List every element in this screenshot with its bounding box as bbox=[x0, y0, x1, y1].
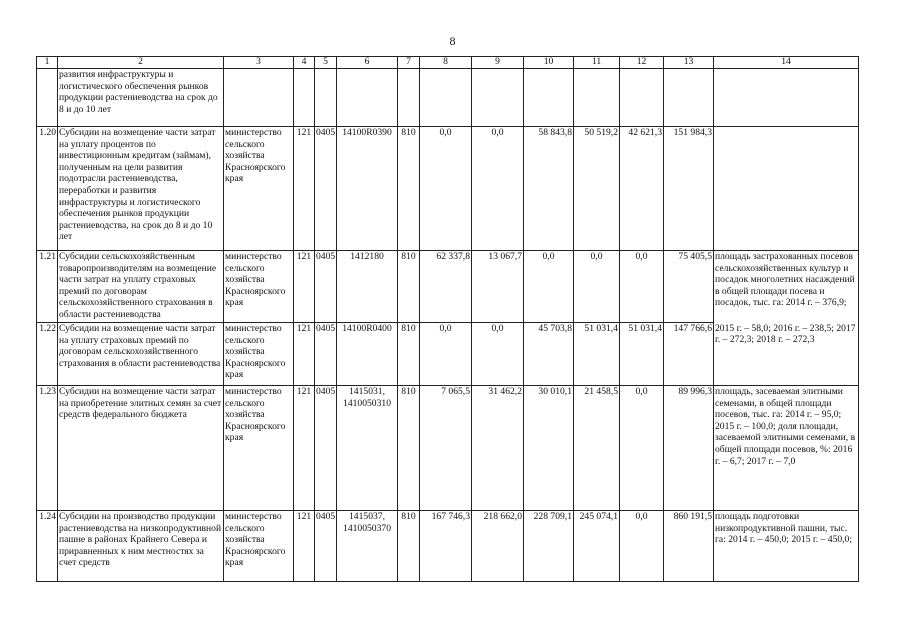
value-col13: 89 996,3 bbox=[664, 386, 714, 511]
grbs-code: 121 bbox=[294, 323, 315, 386]
executor: министерство сельского хозяйства Красноярского края bbox=[224, 251, 294, 323]
measure-name: Субсидии на возмещение части затрат на приобретение элитных семян за счет средств федерального бюджета bbox=[58, 386, 224, 511]
header-cell: 1 bbox=[37, 57, 58, 69]
header-cell: 4 bbox=[294, 57, 315, 69]
header-cell: 14 bbox=[714, 57, 859, 69]
row-number: 1.23 bbox=[37, 386, 58, 511]
value-col11: 51 031,4 bbox=[574, 323, 620, 386]
value-col11: 50 519,2 bbox=[574, 127, 620, 251]
row-number: 1.22 bbox=[37, 323, 58, 386]
measure-name: Субсидии на производство продукции растениеводства на низкопродуктивной пашне в районах Крайнего Севера и приравненных к ним местностях за счет средств bbox=[58, 511, 224, 582]
row-number: 1.20 bbox=[37, 127, 58, 251]
csr-code: 1415031, 1410050310 bbox=[337, 386, 398, 511]
value-col13: 151 984,3 bbox=[664, 127, 714, 251]
measure-name: развития инфраструктуры и логистического обеспечения рынков продукции растениеводства на срок до 8 и до 10 лет bbox=[58, 69, 224, 127]
row-number bbox=[37, 69, 58, 127]
vr-code: 810 bbox=[398, 386, 420, 511]
vr-code: 810 bbox=[398, 323, 420, 386]
indicator: площадь застрахованных посевов сельскохозяйственных культур и посадок многолетних насаждений в общей площади посева и посадок, тыс. га: 2014 г. – 376,9; bbox=[714, 251, 859, 323]
header-cell: 13 bbox=[664, 57, 714, 69]
value-col8: 0,0 bbox=[420, 323, 472, 386]
header-cell: 2 bbox=[58, 57, 224, 69]
value-col8: 62 337,8 bbox=[420, 251, 472, 323]
vr-code bbox=[398, 69, 420, 127]
row-number: 1.21 bbox=[37, 251, 58, 323]
grbs-code bbox=[294, 69, 315, 127]
header-cell: 5 bbox=[315, 57, 337, 69]
indicator: площадь, засеваемая элитными семенами, в общей площади посевов, тыс. га: 2014 г. – 95,0; 2015 г. – 100,0; доля площади, засеваемой элитными семенами, в общей площади посевов, %: 2016 г. – 6,7; 2017 г. – 7,0 bbox=[714, 386, 859, 511]
rzpr-code: 0405 bbox=[315, 386, 337, 511]
indicator bbox=[714, 69, 859, 127]
budget-table bbox=[36, 56, 859, 582]
value-col9: 0,0 bbox=[472, 127, 524, 251]
csr-code: 1415037, 1410050370 bbox=[337, 511, 398, 582]
indicator bbox=[714, 127, 859, 251]
executor: министерство сельского хозяйства Красноярского края bbox=[224, 386, 294, 511]
value-col11: 245 074,1 bbox=[574, 511, 620, 582]
csr-code: 14100R0400 bbox=[337, 323, 398, 386]
rzpr-code: 0405 bbox=[315, 127, 337, 251]
measure-name: Субсидии на возмещение части затрат на уплату процентов по инвестиционным кредитам (займам), полученным на цели развития подотрасли растениеводства, переработки и развития инфраструктуры и логистического обеспечения рынков продукции растениеводства, на срок до 8 и до 10 лет bbox=[58, 127, 224, 251]
indicator: площадь подготовки низкопродуктивной пашни, тыс. га: 2014 г. – 450,0; 2015 г. – 450,0; bbox=[714, 511, 859, 582]
vr-code: 810 bbox=[398, 511, 420, 582]
rzpr-code bbox=[315, 69, 337, 127]
table-row bbox=[37, 386, 859, 511]
value-col12: 0,0 bbox=[620, 386, 664, 511]
value-col9: 218 662,0 bbox=[472, 511, 524, 582]
grbs-code: 121 bbox=[294, 386, 315, 511]
csr-code: 14100R0390 bbox=[337, 127, 398, 251]
value-col10: 0,0 bbox=[524, 251, 574, 323]
value-col13: 75 405,5 bbox=[664, 251, 714, 323]
table-row bbox=[37, 69, 859, 127]
rzpr-code: 0405 bbox=[315, 323, 337, 386]
value-col12: 0,0 bbox=[620, 511, 664, 582]
grbs-code: 121 bbox=[294, 251, 315, 323]
grbs-code: 121 bbox=[294, 127, 315, 251]
value-col13: 860 191,5 bbox=[664, 511, 714, 582]
header-cell: 6 bbox=[337, 57, 398, 69]
table-row bbox=[37, 251, 859, 323]
indicator: 2015 г. – 58,0; 2016 г. – 238,5; 2017 г. – 272,3; 2018 г. – 272,3 bbox=[714, 323, 859, 386]
value-col9: 13 067,7 bbox=[472, 251, 524, 323]
value-col11: 21 458,5 bbox=[574, 386, 620, 511]
header-cell: 11 bbox=[574, 57, 620, 69]
value-col13: 147 766,6 bbox=[664, 323, 714, 386]
value-col10 bbox=[524, 69, 574, 127]
rzpr-code: 0405 bbox=[315, 251, 337, 323]
value-col10: 45 703,8 bbox=[524, 323, 574, 386]
header-cell: 8 bbox=[420, 57, 472, 69]
executor: министерство сельского хозяйства Красноярского края bbox=[224, 511, 294, 582]
value-col11: 0,0 bbox=[574, 251, 620, 323]
row-number: 1.24 bbox=[37, 511, 58, 582]
header-cell: 12 bbox=[620, 57, 664, 69]
executor: министерство сельского хозяйства Красноярского края bbox=[224, 323, 294, 386]
page-number: 8 bbox=[449, 34, 456, 48]
header-cell: 9 bbox=[472, 57, 524, 69]
value-col12: 42 621,3 bbox=[620, 127, 664, 251]
value-col10: 30 010,1 bbox=[524, 386, 574, 511]
value-col10: 58 843,8 bbox=[524, 127, 574, 251]
measure-name: Субсидии на возмещение части затрат на уплату страховых премий по договорам сельскохозяйственного страхования в области растениеводства bbox=[58, 323, 224, 386]
header-cell: 10 bbox=[524, 57, 574, 69]
executor: министерство сельского хозяйства Красноярского края bbox=[224, 127, 294, 251]
table-row bbox=[37, 511, 859, 582]
value-col8: 7 065,5 bbox=[420, 386, 472, 511]
rzpr-code: 0405 bbox=[315, 511, 337, 582]
value-col12: 51 031,4 bbox=[620, 323, 664, 386]
value-col12 bbox=[620, 69, 664, 127]
table-row bbox=[37, 127, 859, 251]
header-cell: 7 bbox=[398, 57, 420, 69]
value-col11 bbox=[574, 69, 620, 127]
value-col8: 167 746,3 bbox=[420, 511, 472, 582]
value-col10: 228 709,1 bbox=[524, 511, 574, 582]
csr-code bbox=[337, 69, 398, 127]
table-row bbox=[37, 323, 859, 386]
header-row bbox=[37, 57, 859, 69]
header-cell: 3 bbox=[224, 57, 294, 69]
vr-code: 810 bbox=[398, 251, 420, 323]
value-col8 bbox=[420, 69, 472, 127]
measure-name: Субсидии сельскохозяйственным товаропроизводителям на возмещение части затрат на уплату страховых премий по договорам сельскохозяйственного страхования в области растениеводства bbox=[58, 251, 224, 323]
value-col13 bbox=[664, 69, 714, 127]
value-col9: 31 462,2 bbox=[472, 386, 524, 511]
value-col12: 0,0 bbox=[620, 251, 664, 323]
executor bbox=[224, 69, 294, 127]
csr-code: 1412180 bbox=[337, 251, 398, 323]
value-col9 bbox=[472, 69, 524, 127]
vr-code: 810 bbox=[398, 127, 420, 251]
value-col8: 0,0 bbox=[420, 127, 472, 251]
value-col9: 0,0 bbox=[472, 323, 524, 386]
grbs-code: 121 bbox=[294, 511, 315, 582]
